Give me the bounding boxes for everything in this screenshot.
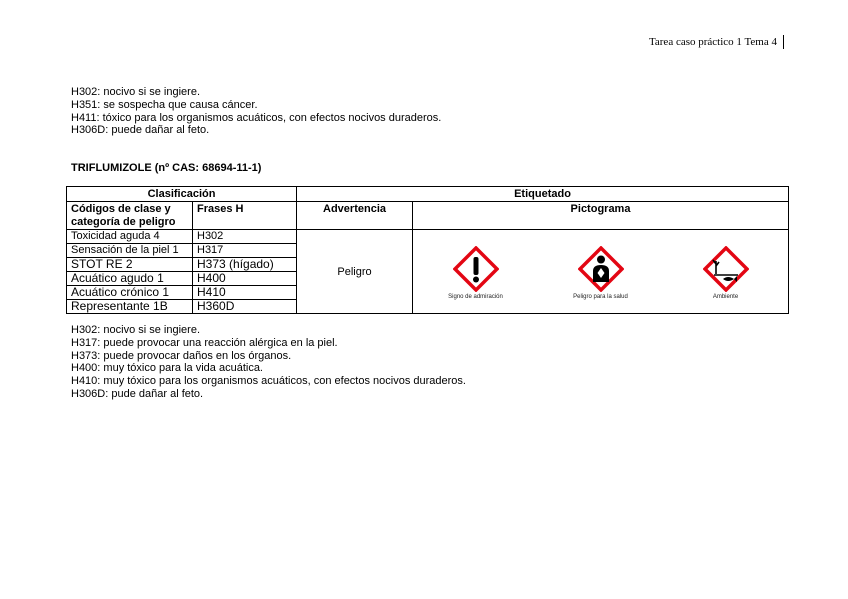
header-codigos: Códigos de clase y categoría de peligro (67, 202, 193, 230)
note-line: H302: nocivo si se ingiere. (71, 324, 201, 336)
pictogram-environment (666, 246, 786, 300)
cell-clase: Acuático crónico 1 (67, 286, 193, 300)
table-row (67, 230, 789, 244)
cell-clase: Acuático agudo 1 (67, 272, 193, 286)
note-line: H306D: pude dañar al feto. (71, 387, 204, 400)
header-clasificacion: Clasificación (67, 187, 297, 202)
pictogram-health (541, 246, 661, 300)
cell-frase: H317 (193, 244, 297, 258)
cell-frase: H410 (193, 286, 297, 300)
note-line: H317: puede provocar una reacción alérgica en la piel. (71, 336, 338, 349)
cell-pictogramas (413, 230, 789, 314)
header-advertencia: Advertencia (297, 202, 413, 230)
environment-icon (703, 246, 749, 292)
header-title: Tarea caso práctico 1 Tema 4 (648, 36, 777, 48)
note-line: H302: nocivo si se ingiere. (71, 86, 201, 98)
pictogram-caption: Ambiente (712, 293, 739, 300)
classification-table (66, 186, 789, 314)
header-divider (783, 35, 784, 49)
cell-advertencia: Peligro (297, 230, 413, 314)
note-line: H306D: puede dañar al feto. (71, 124, 210, 137)
note-line: H400: muy tóxico para la vida acuática. (71, 362, 263, 375)
note-line: H373: puede provocar daños en los órganos. (71, 349, 292, 362)
pictogram-caption: Signo de admiración (448, 293, 503, 300)
health-hazard-icon (578, 246, 624, 292)
pictogram-caption: Peligro para la salud (573, 293, 628, 300)
cell-frase: H360D (193, 300, 297, 314)
header-frases: Frases H (193, 202, 297, 230)
exclamation-mark-icon (453, 246, 499, 292)
page-header (649, 35, 784, 49)
cell-frase: H302 (193, 230, 297, 244)
note-line: H410: muy tóxico para los organismos acuáticos, con efectos nocivos duraderos. (71, 375, 466, 388)
hazard-notes-bottom (71, 324, 466, 401)
note-line: H351: se sospecha que causa cáncer. (71, 98, 258, 111)
cell-clase: STOT RE 2 (67, 258, 193, 272)
note-line: H411: tóxico para los organismos acuáticos, con efectos nocivos duraderos. (71, 111, 442, 124)
cell-clase: Representante 1B (67, 300, 193, 314)
cell-clase: Toxicidad aguda 4 (67, 230, 193, 244)
pictogram-exclamation (416, 246, 536, 300)
header-etiquetado: Etiquetado (297, 187, 789, 202)
section-title: TRIFLUMIZOLE (nº CAS: 68694-11-1) (71, 162, 262, 174)
cell-frase: H373 (hígado) (193, 258, 297, 272)
cell-clase: Sensación de la piel 1 (67, 244, 193, 258)
hazard-notes-top (71, 86, 441, 137)
cell-frase: H400 (193, 272, 297, 286)
header-pictograma: Pictograma (413, 202, 789, 230)
